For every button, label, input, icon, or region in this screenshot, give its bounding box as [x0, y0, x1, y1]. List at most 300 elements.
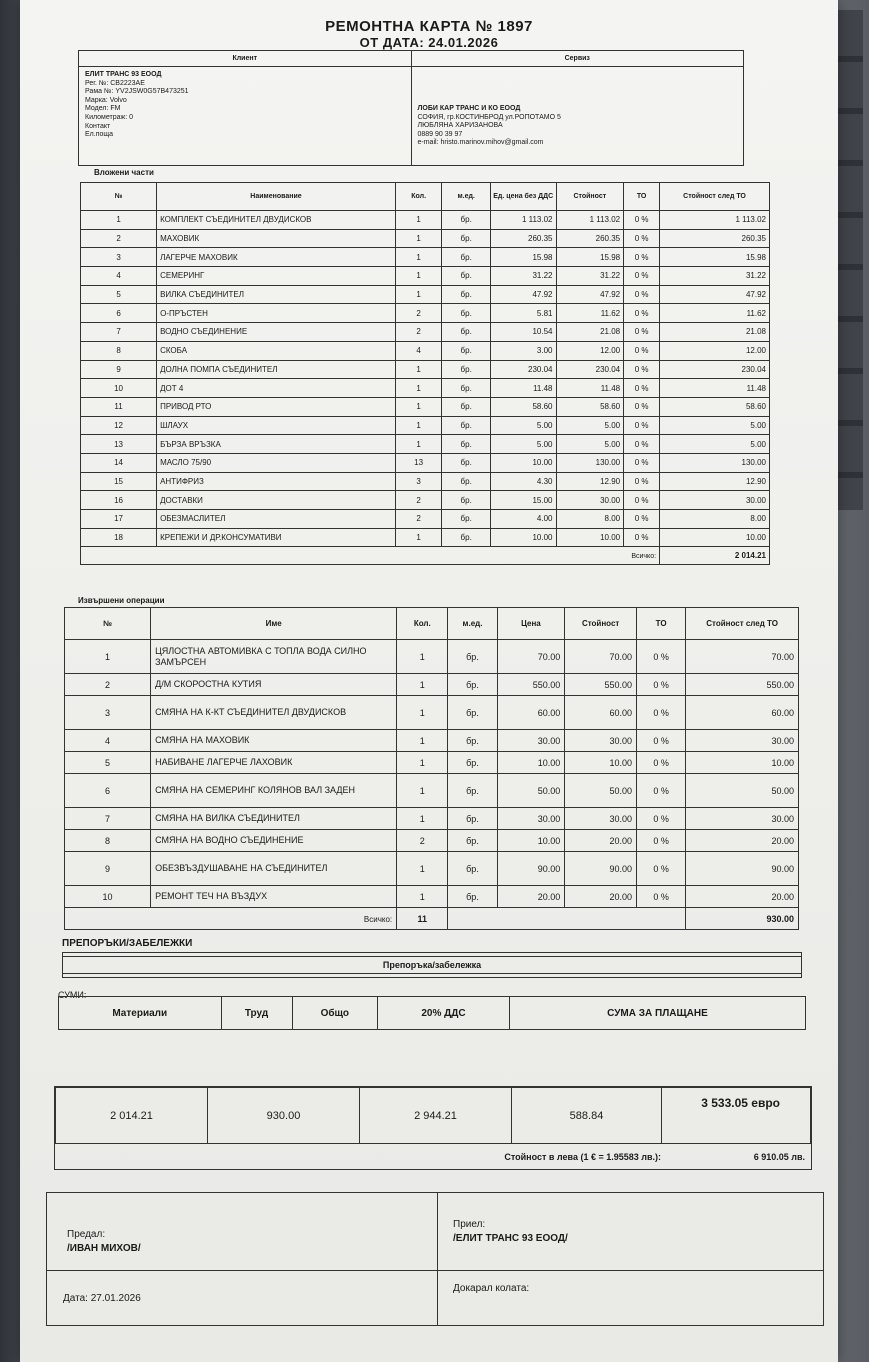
operations-cell: 2 — [65, 674, 151, 696]
parts-cell: 31.22 — [490, 267, 556, 286]
operations-cell: 70.00 — [686, 640, 799, 674]
operations-cell: СМЯНА НА ВОДНО СЪЕДИНЕНИЕ — [151, 830, 397, 852]
parts-cell: 1 — [395, 267, 441, 286]
parts-row — [81, 267, 770, 286]
sums-column-header: Общо — [292, 997, 378, 1030]
parts-cell: 260.35 — [660, 229, 770, 248]
sum-total: 2 944.21 — [360, 1088, 512, 1144]
parts-cell: 230.04 — [490, 360, 556, 379]
sums-header — [58, 996, 806, 1030]
sum-to-pay: 3 533.05 евро — [662, 1088, 811, 1144]
parts-cell: ВОДНО СЪЕДИНЕНИЕ — [157, 323, 396, 342]
parts-cell: АНТИФРИЗ — [157, 472, 396, 491]
operations-row — [65, 696, 799, 730]
parts-label: Вложени части — [94, 168, 154, 177]
parts-cell: 58.60 — [660, 397, 770, 416]
parts-cell: 5.00 — [556, 416, 624, 435]
operations-cell: 10.00 — [565, 752, 637, 774]
parts-cell: бр. — [442, 453, 491, 472]
operations-cell: 90.00 — [565, 852, 637, 886]
operations-cell: 550.00 — [565, 674, 637, 696]
operations-cell: 50.00 — [686, 774, 799, 808]
operations-cell: 1 — [65, 640, 151, 674]
parts-cell: 0 % — [624, 528, 660, 547]
operations-row — [65, 830, 799, 852]
operations-cell: 0 % — [637, 886, 686, 908]
parts-row — [81, 285, 770, 304]
operations-cell: 0 % — [637, 774, 686, 808]
parts-cell: 0 % — [624, 267, 660, 286]
parts-cell: 0 % — [624, 453, 660, 472]
operations-cell: 0 % — [637, 808, 686, 830]
leva-row — [55, 1143, 811, 1170]
parts-cell: 0 % — [624, 416, 660, 435]
parts-cell: 12.90 — [556, 472, 624, 491]
parts-cell: 130.00 — [660, 453, 770, 472]
operations-total-row — [65, 908, 799, 930]
parts-cell: 15.98 — [660, 248, 770, 267]
operations-cell: 1 — [397, 886, 448, 908]
operations-cell: 60.00 — [565, 696, 637, 730]
operations-cell: 0 % — [637, 752, 686, 774]
received-label: Приел: — [453, 1219, 486, 1230]
parts-cell: бр. — [442, 323, 491, 342]
parts-cell: 47.92 — [490, 285, 556, 304]
parts-cell: 4 — [81, 267, 157, 286]
parts-cell: 30.00 — [660, 491, 770, 510]
parts-cell: 16 — [81, 491, 157, 510]
parts-row — [81, 416, 770, 435]
operations-cell: 0 % — [637, 852, 686, 886]
parts-cell: бр. — [442, 472, 491, 491]
operations-cell: СМЯНА НА ВИЛКА СЪЕДИНИТЕЛ — [151, 808, 397, 830]
operations-cell: 60.00 — [497, 696, 565, 730]
parts-column-header: Стойност след ТО — [660, 183, 770, 211]
operations-cell: СМЯНА НА СЕМЕРИНГ КОЛЯНОВ ВАЛ ЗАДЕН — [151, 774, 397, 808]
parts-cell: О-ПРЪСТЕН — [157, 304, 396, 323]
parts-cell: 0 % — [624, 472, 660, 491]
client-line: Модел: FM — [85, 105, 121, 113]
sums-column-header: СУМА ЗА ПЛАЩАНЕ — [509, 997, 805, 1030]
parts-cell: 1 113.02 — [660, 211, 770, 230]
signature-top-row — [47, 1193, 823, 1271]
parts-cell: 1 — [395, 229, 441, 248]
sums-heading: СУМИ: — [58, 990, 87, 1000]
parts-cell: 3.00 — [490, 341, 556, 360]
parts-row — [81, 323, 770, 342]
parts-row — [81, 528, 770, 547]
operations-column-header: Цена — [497, 608, 565, 640]
parts-cell: бр. — [442, 211, 491, 230]
operations-column-header: Кол. — [397, 608, 448, 640]
parts-cell: 5.00 — [660, 416, 770, 435]
parts-cell: 30.00 — [556, 491, 624, 510]
parts-cell: 1 — [395, 285, 441, 304]
operations-cell: бр. — [448, 730, 497, 752]
parts-cell: 1 — [395, 416, 441, 435]
operations-cell: 60.00 — [686, 696, 799, 730]
parts-cell: 5 — [81, 285, 157, 304]
operations-cell: 20.00 — [686, 886, 799, 908]
parts-cell: 58.60 — [490, 397, 556, 416]
operations-row — [65, 752, 799, 774]
operations-cell: 0 % — [637, 696, 686, 730]
operations-cell: 1 — [397, 774, 448, 808]
recommendations-box — [62, 952, 802, 978]
parts-cell: бр. — [442, 267, 491, 286]
parts-cell: 230.04 — [660, 360, 770, 379]
parts-cell: 0 % — [624, 397, 660, 416]
parts-cell: 0 % — [624, 379, 660, 398]
service-header: Сервиз — [564, 55, 590, 62]
parts-cell: 2 — [395, 304, 441, 323]
parts-column-header: Наименование — [157, 183, 396, 211]
parts-column-header: № — [81, 183, 157, 211]
service-line: ЛОБИ КАР ТРАНС И КО ЕООД — [417, 105, 521, 112]
parts-cell: 11 — [81, 397, 157, 416]
parts-cell: бр. — [442, 397, 491, 416]
operations-cell: бр. — [448, 640, 497, 674]
parts-cell: БЪРЗА ВРЪЗКА — [157, 435, 396, 454]
parts-cell: 10 — [81, 379, 157, 398]
parts-cell: 12.00 — [660, 341, 770, 360]
operations-cell: 30.00 — [686, 808, 799, 830]
operations-total-spacer — [448, 908, 686, 930]
parts-cell: 13 — [395, 453, 441, 472]
received-value: /ЕЛИТ ТРАНС 93 ЕООД/ — [453, 1233, 568, 1244]
parts-cell: 10.00 — [490, 528, 556, 547]
parts-cell: 14 — [81, 453, 157, 472]
client-service-block — [78, 50, 744, 166]
parts-cell: 5.00 — [490, 416, 556, 435]
operations-cell: бр. — [448, 674, 497, 696]
parts-cell: ШЛАУХ — [157, 416, 396, 435]
parts-cell: 10.00 — [556, 528, 624, 547]
parts-cell: бр. — [442, 379, 491, 398]
operations-cell: 2 — [397, 830, 448, 852]
parts-cell: 47.92 — [660, 285, 770, 304]
parts-cell: 10.00 — [660, 528, 770, 547]
parts-cell: 8.00 — [556, 510, 624, 529]
operations-cell: 5 — [65, 752, 151, 774]
client-line: Рег. №: СВ2223АЕ — [85, 79, 145, 87]
operations-column-header: ТО — [637, 608, 686, 640]
parts-cell: 8.00 — [660, 510, 770, 529]
parts-cell: КОМПЛЕКТ СЪЕДИНИТЕЛ ДВУДИСКОВ — [157, 211, 396, 230]
operations-row — [65, 640, 799, 674]
operations-row — [65, 674, 799, 696]
parts-cell: 4 — [395, 341, 441, 360]
parts-cell: 4.30 — [490, 472, 556, 491]
operations-cell: 30.00 — [686, 730, 799, 752]
parts-cell: 9 — [81, 360, 157, 379]
client-line: Рама №: YV2JSW0G57B473251 — [85, 88, 189, 96]
operations-cell: бр. — [448, 830, 497, 852]
operations-cell: 0 % — [637, 830, 686, 852]
recommendations-heading: ПРЕПОРЪКИ/ЗАБЕЛЕЖКИ — [62, 938, 193, 949]
parts-row — [81, 229, 770, 248]
operations-cell: 20.00 — [686, 830, 799, 852]
parts-cell: 0 % — [624, 323, 660, 342]
parts-cell: ЛАГЕРЧЕ МАХОВИК — [157, 248, 396, 267]
operations-cell: 1 — [397, 640, 448, 674]
operations-cell: 550.00 — [686, 674, 799, 696]
document-title: РЕМОНТНА КАРТА № 1897 — [325, 18, 533, 35]
parts-cell: 21.08 — [556, 323, 624, 342]
parts-cell: ВИЛКА СЪЕДИНИТЕЛ — [157, 285, 396, 304]
parts-cell: СЕМЕРИНГ — [157, 267, 396, 286]
operations-cell: 10 — [65, 886, 151, 908]
parts-cell: 11.62 — [660, 304, 770, 323]
operations-header-row — [65, 608, 799, 640]
operations-cell: 20.00 — [497, 886, 565, 908]
parts-row — [81, 397, 770, 416]
operations-cell: Д/М СКОРОСТНА КУТИЯ — [151, 674, 397, 696]
parts-cell: бр. — [442, 341, 491, 360]
parts-cell: 18 — [81, 528, 157, 547]
operations-row — [65, 852, 799, 886]
parts-cell: СКОБА — [157, 341, 396, 360]
client-line: Марка: Volvo — [85, 96, 127, 104]
service-details — [412, 67, 744, 165]
parts-row — [81, 341, 770, 360]
operations-cell: 30.00 — [565, 808, 637, 830]
operations-total-label: Всичко: — [65, 908, 397, 930]
operations-row — [65, 730, 799, 752]
parts-cell: 10.00 — [490, 453, 556, 472]
parts-cell: 6 — [81, 304, 157, 323]
parts-cell: 8 — [81, 341, 157, 360]
operations-cell: 50.00 — [565, 774, 637, 808]
parts-cell: 11.48 — [556, 379, 624, 398]
parts-row — [81, 491, 770, 510]
parts-cell: 15 — [81, 472, 157, 491]
parts-cell: 230.04 — [556, 360, 624, 379]
parts-total-row — [81, 547, 770, 565]
parts-cell: бр. — [442, 304, 491, 323]
parts-cell: 2 — [395, 510, 441, 529]
operations-cell: бр. — [448, 774, 497, 808]
operations-cell: 1 — [397, 852, 448, 886]
client-line: Контакт — [85, 122, 111, 130]
parts-cell: 130.00 — [556, 453, 624, 472]
operations-cell: 90.00 — [497, 852, 565, 886]
operations-column-header: Име — [151, 608, 397, 640]
operations-cell: 0 % — [637, 640, 686, 674]
operations-cell: 8 — [65, 830, 151, 852]
parts-cell: 5.00 — [490, 435, 556, 454]
parts-cell: 2 — [395, 323, 441, 342]
signature-box — [46, 1192, 824, 1326]
parts-cell: КРЕПЕЖИ И ДР.КОНСУМАТИВИ — [157, 528, 396, 547]
operations-cell: 90.00 — [686, 852, 799, 886]
leva-label: Стойност в лева (1 € = 1.95583 лв.): — [504, 1151, 661, 1162]
parts-cell: МАСЛО 75/90 — [157, 453, 396, 472]
operations-cell: 7 — [65, 808, 151, 830]
parts-cell: бр. — [442, 416, 491, 435]
sum-materials: 2 014.21 — [56, 1088, 208, 1144]
parts-cell: МАХОВИК — [157, 229, 396, 248]
sums-values-row — [56, 1088, 811, 1144]
operations-cell: 3 — [65, 696, 151, 730]
parts-cell: 1 — [395, 435, 441, 454]
operations-cell: 1 — [397, 696, 448, 730]
parts-column-header: Ед. цена без ДДС — [490, 183, 556, 211]
parts-cell: 12 — [81, 416, 157, 435]
repair-card-document — [20, 0, 838, 1362]
parts-cell: 260.35 — [490, 229, 556, 248]
date-label: Дата: 27.01.2026 — [63, 1293, 141, 1304]
parts-cell: 11.62 — [556, 304, 624, 323]
operations-table — [64, 607, 799, 930]
operations-cell: СМЯНА НА МАХОВИК — [151, 730, 397, 752]
operations-cell: СМЯНА НА К-КТ СЪЕДИНИТЕЛ ДВУДИСКОВ — [151, 696, 397, 730]
parts-cell: 15.00 — [490, 491, 556, 510]
parts-cell: 1 113.02 — [556, 211, 624, 230]
parts-cell: бр. — [442, 285, 491, 304]
operations-cell: бр. — [448, 752, 497, 774]
parts-cell: ОБЕЗМАСЛИТЕЛ — [157, 510, 396, 529]
operations-cell: 20.00 — [565, 886, 637, 908]
parts-cell: 1 — [395, 211, 441, 230]
parts-cell: 1 — [395, 528, 441, 547]
operations-cell: РЕМОНТ ТЕЧ НА ВЪЗДУХ — [151, 886, 397, 908]
operations-cell: 0 % — [637, 674, 686, 696]
operations-total-qty: 11 — [397, 908, 448, 930]
operations-cell: 6 — [65, 774, 151, 808]
parts-cell: 0 % — [624, 229, 660, 248]
parts-cell: 0 % — [624, 435, 660, 454]
parts-cell: 4.00 — [490, 510, 556, 529]
service-line: ЛЮБЛЯНА ХАРИЗАНОВА — [417, 122, 503, 130]
operations-column-header: Стойност — [565, 608, 637, 640]
parts-cell: бр. — [442, 360, 491, 379]
parts-cell: ДОЛНА ПОМПА СЪЕДИНИТЕЛ — [157, 360, 396, 379]
sums-values-box — [54, 1086, 812, 1170]
parts-row — [81, 211, 770, 230]
operations-cell: бр. — [448, 852, 497, 886]
parts-cell: 1 — [395, 379, 441, 398]
brought-label: Докарал колата: — [453, 1283, 530, 1294]
parts-cell: бр. — [442, 248, 491, 267]
parts-cell: 13 — [81, 435, 157, 454]
client-details — [79, 67, 412, 165]
parts-cell: 1 113.02 — [490, 211, 556, 230]
parts-total-label: Всичко: — [81, 547, 660, 565]
operations-cell: 70.00 — [565, 640, 637, 674]
parts-cell: 11.48 — [490, 379, 556, 398]
parts-cell: ПРИВОД РТО — [157, 397, 396, 416]
parts-cell: 0 % — [624, 285, 660, 304]
parts-column-header: Кол. — [395, 183, 441, 211]
operations-column-header: Стойност след ТО — [686, 608, 799, 640]
operations-cell: 4 — [65, 730, 151, 752]
operations-column-header: № — [65, 608, 151, 640]
parts-row — [81, 379, 770, 398]
operations-cell: 10.00 — [686, 752, 799, 774]
operations-column-header: м.ед. — [448, 608, 497, 640]
operations-cell: 1 — [397, 808, 448, 830]
service-line: 0889 90 39 97 — [417, 130, 463, 138]
parts-row — [81, 304, 770, 323]
operations-row — [65, 808, 799, 830]
sum-vat: 588.84 — [512, 1088, 662, 1144]
operations-cell: 50.00 — [497, 774, 565, 808]
leva-value: 6 910.05 лв. — [753, 1151, 805, 1162]
parts-cell: 1 — [395, 397, 441, 416]
parts-cell: бр. — [442, 510, 491, 529]
operations-cell: ОБЕЗВЪЗДУШАВАНЕ НА СЪЕДИНИТЕЛ — [151, 852, 397, 886]
parts-cell: ДОТ 4 — [157, 379, 396, 398]
operations-row — [65, 886, 799, 908]
operations-total-value: 930.00 — [686, 908, 799, 930]
recommendations-cell: Препоръка/забележка — [63, 956, 801, 974]
operations-label: Извършени операции — [78, 596, 165, 605]
operations-cell: бр. — [448, 808, 497, 830]
operations-row — [65, 774, 799, 808]
parts-cell: 0 % — [624, 304, 660, 323]
parts-cell: 1 — [395, 248, 441, 267]
parts-cell: 0 % — [624, 211, 660, 230]
client-line: Километраж: 0 — [85, 113, 133, 121]
parts-cell: 0 % — [624, 491, 660, 510]
parts-cell: 11.48 — [660, 379, 770, 398]
parts-column-header: ТО — [624, 183, 660, 211]
parts-column-header: м.ед. — [442, 183, 491, 211]
parts-cell: 15.98 — [490, 248, 556, 267]
parts-table — [80, 182, 770, 565]
parts-cell: 2 — [81, 229, 157, 248]
parts-cell: 12.90 — [660, 472, 770, 491]
handed-label: Предал: — [67, 1229, 106, 1240]
parts-cell: 1 — [81, 211, 157, 230]
parts-cell: 1 — [395, 360, 441, 379]
parts-cell: 260.35 — [556, 229, 624, 248]
parts-cell: 31.22 — [556, 267, 624, 286]
sums-column-header: Труд — [221, 997, 292, 1030]
parts-cell: 58.60 — [556, 397, 624, 416]
parts-cell: 2 — [395, 491, 441, 510]
client-line: ЕЛИТ ТРАНС 93 ЕООД — [85, 71, 162, 78]
parts-cell: бр. — [442, 229, 491, 248]
parts-column-header: Стойност — [556, 183, 624, 211]
parts-cell: 0 % — [624, 341, 660, 360]
parts-cell: 15.98 — [556, 248, 624, 267]
parts-row — [81, 472, 770, 491]
parts-total-value: 2 014.21 — [660, 547, 770, 565]
document-date: ОТ ДАТА: 24.01.2026 — [359, 35, 499, 50]
parts-cell: бр. — [442, 528, 491, 547]
sum-labour: 930.00 — [208, 1088, 360, 1144]
operations-cell: 30.00 — [497, 808, 565, 830]
service-line: СОФИЯ, гр.КОСТИНБРОД ул.РОПОТАМО 5 — [417, 113, 561, 121]
parts-cell: 21.08 — [660, 323, 770, 342]
operations-cell: 0 % — [637, 730, 686, 752]
sums-column-header: Материали — [59, 997, 222, 1030]
parts-cell: 12.00 — [556, 341, 624, 360]
parts-cell: 5.81 — [490, 304, 556, 323]
operations-cell: 10.00 — [497, 752, 565, 774]
parts-row — [81, 435, 770, 454]
sums-header-row — [59, 997, 806, 1030]
operations-cell: 1 — [397, 730, 448, 752]
operations-cell: 20.00 — [565, 830, 637, 852]
operations-cell: ЦЯЛОСТНА АВТОМИВКА С ТОПЛА ВОДА СИЛНО ЗАМЪРСЕН — [151, 640, 397, 674]
parts-row — [81, 510, 770, 529]
sums-column-header: 20% ДДС — [378, 997, 510, 1030]
parts-cell: 0 % — [624, 510, 660, 529]
parts-header-row — [81, 183, 770, 211]
